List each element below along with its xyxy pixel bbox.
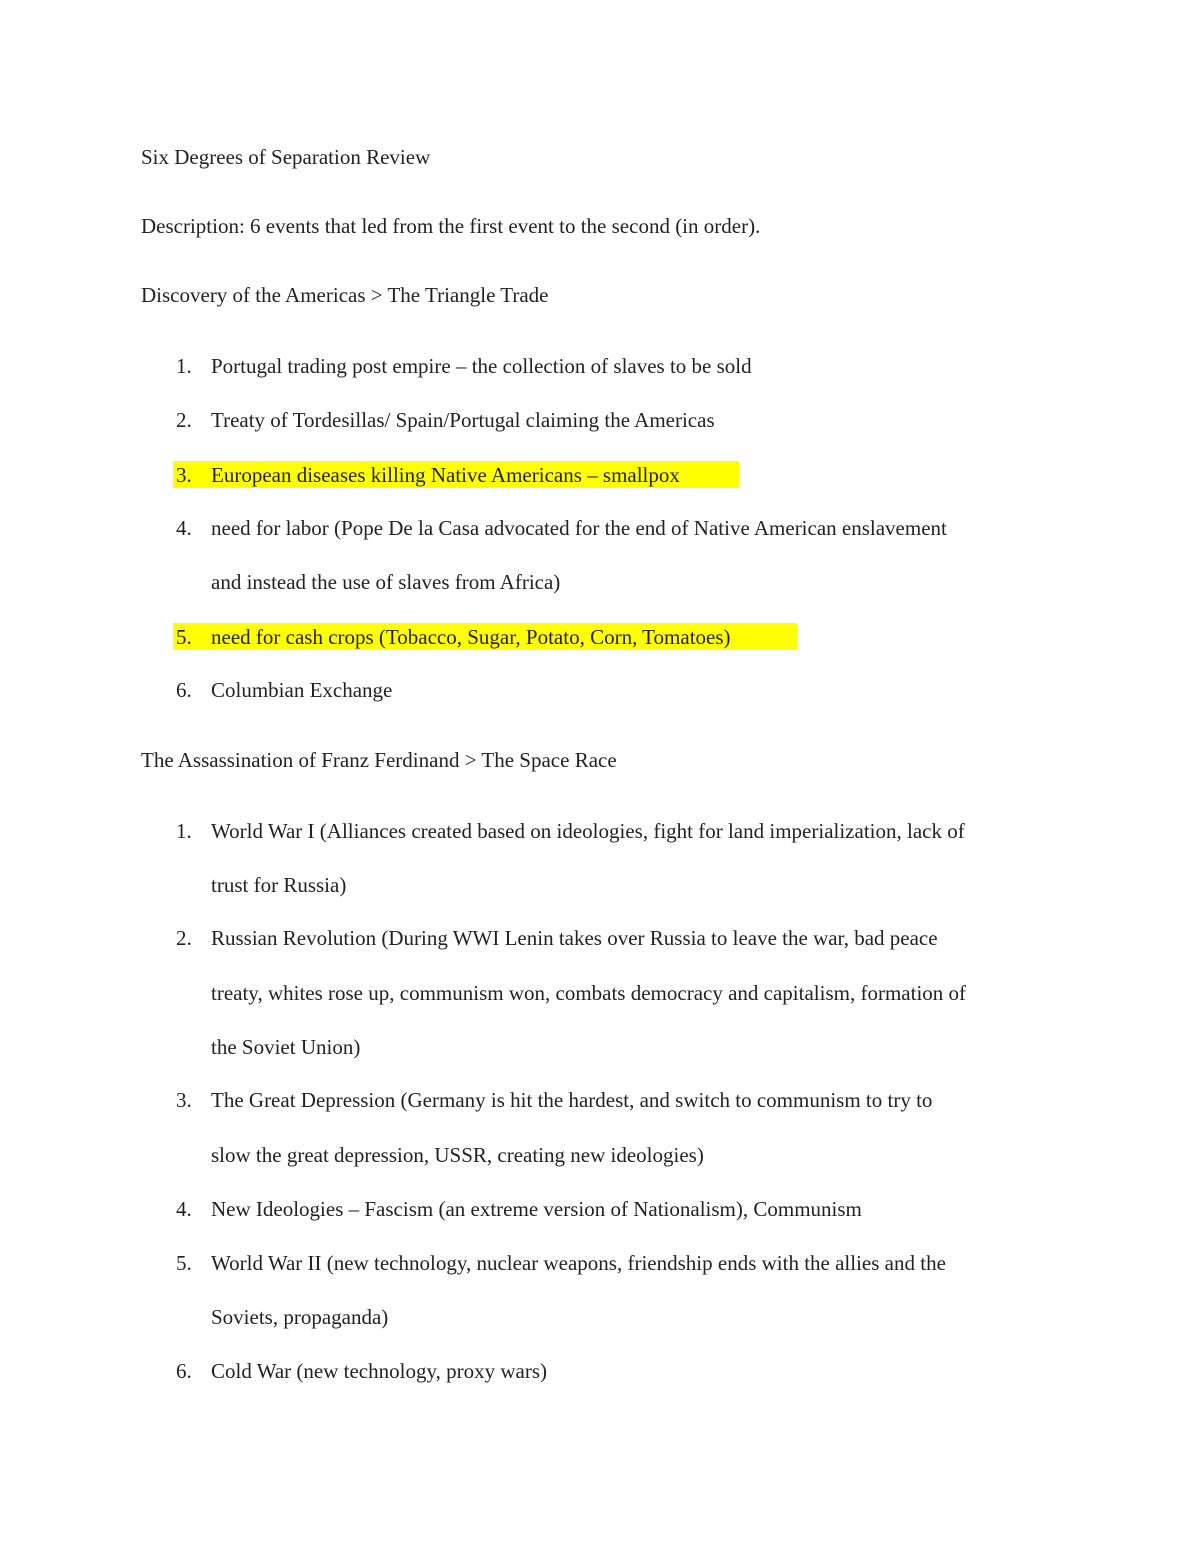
list-item-number: 5.: [176, 1251, 192, 1275]
list-item-number: 6.: [176, 1359, 192, 1383]
list-item-text: World War I (Alliances created based on ideologies, fight for land imperialization, lack of: [211, 819, 965, 843]
list-item-number: 2.: [176, 926, 192, 950]
list-item-text: need for labor (Pope De la Casa advocated for the end of Native American enslavement: [211, 516, 947, 540]
list-item-text: Cold War (new technology, proxy wars): [211, 1359, 547, 1383]
list-item-text: Columbian Exchange: [211, 678, 393, 702]
list-item-text: Portugal trading post empire – the collection of slaves to be sold: [211, 354, 752, 378]
list-item-number: 1.: [176, 819, 192, 843]
list-item-number: 5.: [176, 625, 192, 649]
list-item-number: 4.: [176, 1197, 192, 1221]
list-item-text: World War II (new technology, nuclear weapons, friendship ends with the allies and the: [211, 1251, 946, 1275]
list-item-number: 3.: [176, 1088, 192, 1112]
list-item-number: 1.: [176, 354, 192, 378]
list-item-text-continued: trust for Russia): [211, 873, 347, 897]
section-heading: The Assassination of Franz Ferdinand > The Space Race: [141, 748, 617, 772]
list-item-text-continued: the Soviet Union): [211, 1035, 361, 1059]
list-item-text-continued: and instead the use of slaves from Africa): [211, 570, 561, 594]
list-item-text-continued: treaty, whites rose up, communism won, combats democracy and capitalism, formation of: [211, 981, 967, 1005]
list-item-number: 4.: [176, 516, 192, 540]
list-item-number: 2.: [176, 408, 192, 432]
list-item-text: Russian Revolution (During WWI Lenin takes over Russia to leave the war, bad peace: [211, 926, 938, 950]
list-item-text-continued: slow the great depression, USSR, creating new ideologies): [211, 1143, 704, 1167]
list-item-text: New Ideologies – Fascism (an extreme version of Nationalism), Communism: [211, 1197, 862, 1221]
list-item-number: 3.: [176, 463, 192, 487]
list-item-text: The Great Depression (Germany is hit the hardest, and switch to communism to try to: [211, 1088, 933, 1112]
list-item-text-continued: Soviets, propaganda): [211, 1305, 389, 1329]
section-heading: Discovery of the Americas > The Triangle Trade: [141, 283, 549, 307]
document-title: Six Degrees of Separation Review: [141, 145, 431, 169]
list-item-text: need for cash crops (Tobacco, Sugar, Potato, Corn, Tomatoes): [211, 625, 731, 649]
list-item-text: European diseases killing Native Americans – smallpox: [211, 463, 680, 487]
document-description: Description: 6 events that led from the first event to the second (in order).: [141, 214, 761, 238]
list-item-text: Treaty of Tordesillas/ Spain/Portugal claiming the Americas: [211, 408, 715, 432]
list-item-number: 6.: [176, 678, 192, 702]
